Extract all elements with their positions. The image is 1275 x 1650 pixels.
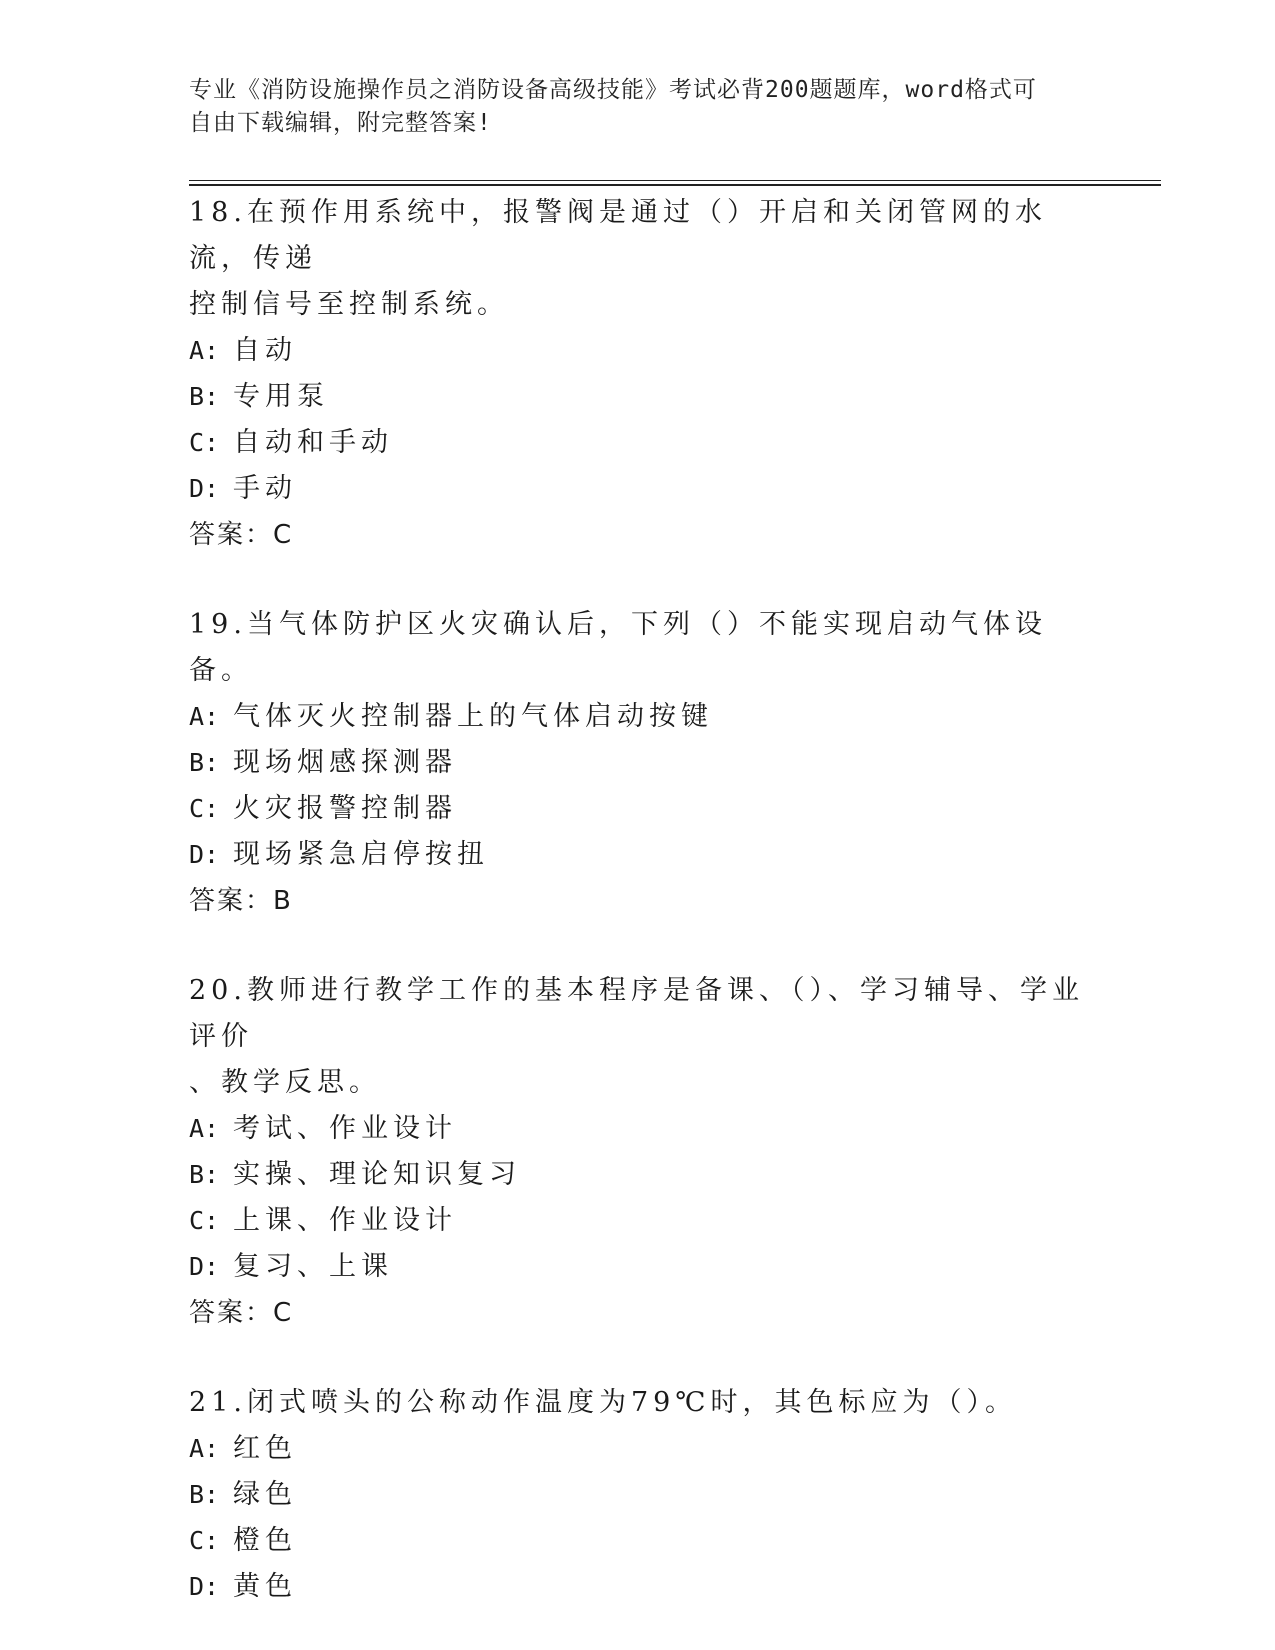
option-b	[189, 374, 1089, 420]
option-key: B:	[189, 1160, 220, 1189]
option-key: C:	[189, 428, 220, 457]
option-text: 气体灭火控制器上的气体启动按键	[233, 701, 713, 732]
option-text: 黄色	[233, 1571, 297, 1602]
option-c	[189, 1518, 1089, 1564]
header-divider-top	[189, 180, 1161, 181]
option-b	[189, 1472, 1089, 1518]
question-18	[189, 190, 1089, 558]
option-key: B:	[189, 1480, 220, 1509]
question-stem	[189, 602, 1089, 694]
answer-line: 答案：C	[189, 520, 294, 550]
option-a	[189, 694, 1089, 740]
option-b	[189, 740, 1089, 786]
option-a	[189, 1106, 1089, 1152]
option-c	[189, 1198, 1089, 1244]
option-c	[189, 786, 1089, 832]
option-d	[189, 1564, 1089, 1610]
option-c	[189, 420, 1089, 466]
option-key: A:	[189, 1434, 220, 1463]
option-text: 专用泵	[233, 381, 329, 412]
question-stem	[189, 190, 1089, 328]
option-key: A:	[189, 336, 220, 365]
question-21	[189, 1380, 1089, 1610]
option-d	[189, 832, 1089, 878]
option-key: D:	[189, 1572, 220, 1601]
question-stem-line-1: 18.在预作用系统中，报警阀是通过（）开启和关闭管网的水流，传递	[189, 197, 1047, 274]
option-key: A:	[189, 1114, 220, 1143]
answer-line: 答案：C	[189, 1298, 294, 1328]
option-key: C:	[189, 1526, 220, 1555]
question-20	[189, 968, 1089, 1336]
option-text: 手动	[233, 473, 297, 504]
option-d	[189, 1244, 1089, 1290]
question-stem	[189, 968, 1089, 1106]
question-stem-line-1: 21.闭式喷头的公称动作温度为79℃时，其色标应为（）。	[189, 1387, 1017, 1418]
question-19	[189, 602, 1089, 924]
option-text: 现场烟感探测器	[233, 747, 457, 778]
question-spacer	[189, 924, 1089, 968]
option-a	[189, 328, 1089, 374]
option-key: D:	[189, 840, 220, 869]
option-text: 现场紧急启停按扭	[233, 839, 489, 870]
option-text: 自动和手动	[233, 427, 393, 458]
question-spacer	[189, 1336, 1089, 1380]
option-key: B:	[189, 382, 220, 411]
question-stem-line-2: 、教学反思。	[189, 1067, 381, 1098]
option-key: D:	[189, 474, 220, 503]
question-stem-line-1: 20.教师进行教学工作的基本程序是备课、（）、学习辅导、学业评价	[189, 975, 1084, 1052]
header-line-1: 专业《消防设施操作员之消防设备高级技能》考试必背200题题库，word格式可	[189, 77, 1037, 103]
option-key: A:	[189, 702, 220, 731]
question-stem-line-2: 控制信号至控制系统。	[189, 289, 509, 320]
option-text: 上课、作业设计	[233, 1205, 457, 1236]
option-text: 考试、作业设计	[233, 1113, 457, 1144]
option-text: 橙色	[233, 1525, 297, 1556]
option-key: C:	[189, 794, 220, 823]
option-text: 自动	[233, 335, 297, 366]
document-header	[189, 74, 1089, 140]
option-key: B:	[189, 748, 220, 777]
question-stem	[189, 1380, 1089, 1426]
option-key: C:	[189, 1206, 220, 1235]
question-spacer	[189, 558, 1089, 602]
answer-line: 答案：B	[189, 886, 293, 916]
header-divider-bottom	[189, 184, 1161, 186]
option-text: 复习、上课	[233, 1251, 393, 1282]
option-key: D:	[189, 1252, 220, 1281]
question-list	[189, 190, 1089, 1610]
option-text: 红色	[233, 1433, 297, 1464]
option-b	[189, 1152, 1089, 1198]
option-a	[189, 1426, 1089, 1472]
option-text: 绿色	[233, 1479, 297, 1510]
option-text: 实操、理论知识复习	[233, 1159, 521, 1190]
option-text: 火灾报警控制器	[233, 793, 457, 824]
question-stem-line-1: 19.当气体防护区火灾确认后，下列（）不能实现启动气体设备。	[189, 609, 1047, 686]
header-line-2: 自由下载编辑，附完整答案!	[189, 110, 492, 136]
option-d	[189, 466, 1089, 512]
